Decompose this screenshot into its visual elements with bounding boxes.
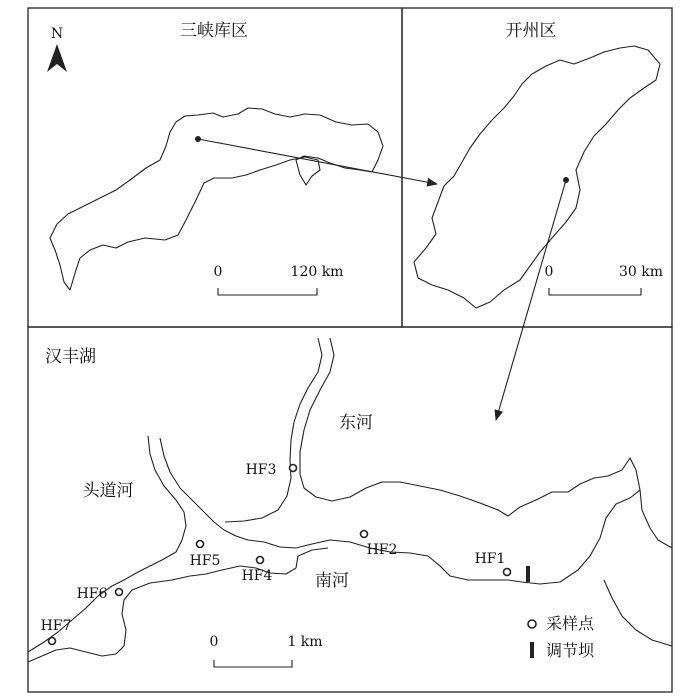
link-arrow-to-hanfeng: [496, 180, 566, 420]
site-label: HF6: [76, 586, 108, 602]
site-marker-icon: [197, 541, 204, 548]
dong-he-west-bank: [225, 338, 322, 522]
scale-start-label: 0: [544, 264, 554, 280]
site-marker-icon: [257, 557, 264, 564]
site-marker-icon: [116, 589, 123, 596]
site-label: HF1: [474, 551, 506, 567]
kaizhou-scale-bar: [545, 264, 663, 295]
site-label: HF2: [366, 542, 398, 558]
regulating-dam-icon: [526, 566, 530, 582]
north-label: N: [50, 26, 64, 42]
legend-sample-site-label: 采样点: [546, 614, 595, 633]
kaizhou-title: 开州区: [505, 21, 557, 41]
scale-bar-line: [549, 288, 641, 295]
legend-regulating-dam-icon: [530, 642, 534, 658]
scale-bar-line: [218, 288, 317, 295]
site-hf5: [190, 541, 221, 570]
site-label: HF7: [40, 618, 72, 634]
hanfeng-lake-title: 汉丰湖: [45, 347, 96, 367]
site-hf1: [475, 551, 511, 576]
three-gorges-title: 三峡库区: [180, 21, 248, 41]
site-hf3: [246, 462, 297, 478]
nan-he-south-bank: [264, 490, 640, 584]
site-marker-icon: [49, 638, 56, 645]
dong-he-east-bank: [300, 338, 672, 548]
legend: [528, 614, 595, 660]
scale-end-label: 30 km: [618, 264, 664, 280]
nan-he-label: 南河: [315, 571, 349, 591]
nan-he-north-edge: [296, 548, 328, 568]
site-marker-icon: [504, 569, 511, 576]
site-hf2: [361, 531, 398, 559]
scale-start-label: 0: [213, 264, 223, 280]
site-marker-icon: [361, 531, 368, 538]
scale-end-label: 120 km: [290, 264, 344, 280]
dong-he-label: 东河: [339, 413, 373, 433]
north-arrow-icon: [47, 44, 67, 72]
hanfeng-scale-bar: [210, 634, 323, 667]
scale-bar-line: [214, 660, 292, 667]
site-hf4: [242, 557, 273, 585]
tou-dao-he-inner-bank: [160, 438, 264, 542]
site-label: HF5: [189, 553, 221, 569]
site-label: HF3: [245, 462, 277, 478]
scale-start-label: 0: [209, 634, 219, 650]
three-gorges-outline: [50, 108, 383, 290]
site-marker-icon: [290, 465, 297, 472]
legend-sample-site-icon: [528, 620, 536, 628]
legend-regulating-dam-label: 调节坝: [546, 641, 595, 660]
north-arrow: [47, 26, 67, 72]
east-tributary: [604, 580, 672, 646]
tou-dao-he-label: 头道河: [82, 481, 134, 501]
site-hf6: [77, 586, 123, 602]
site-label: HF4: [241, 568, 273, 584]
three-gorges-scale-bar: [214, 264, 344, 295]
scale-end-label: 1 km: [287, 634, 323, 650]
